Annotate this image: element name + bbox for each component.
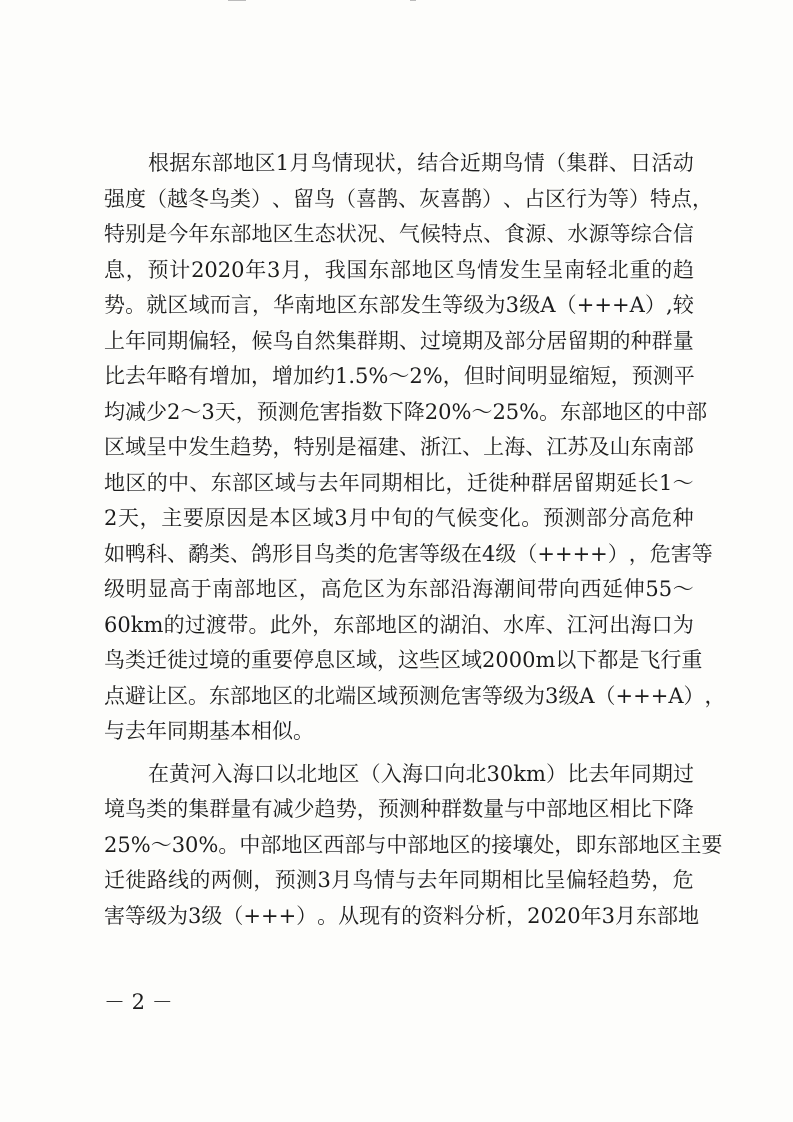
- text-line: 与去年同期基本相似。: [104, 719, 314, 743]
- text-line: 区 域 呈 中 发 生 趋 势 ， 特 别 是 福 建 、 浙 江 、 上 海 、 江 苏 及 山 东 南 部: [104, 435, 694, 459]
- page-number: － 2 －: [104, 990, 173, 1014]
- text-line: 上 年 同 期 偏 轻 ， 候 鸟 自 然 集 群 期 、 过 境 期 及 部 分 居 留 期 的 种 群 量: [104, 328, 694, 353]
- text-line: 25% ～ 30% 。 中 部 地 区 西 部 与 中 部 地 区 的 接 壤 处 ， 即 东 部 地 区 主 要: [104, 832, 723, 857]
- text-line: 迁 徙 路 线 的 两 侧 ， 预 测 3 月 鸟 情 与 去 年 同 期 相 比 呈 偏 轻 趋 势 ， 危: [104, 868, 694, 892]
- text-line: 强 度 （ 越 冬 鸟 类 ） 、 留 鸟 （ 喜 鹊 、 灰 喜 鹊 ） 、 占 区 行 为 等 ） 特 点 ，: [104, 186, 713, 211]
- scan-edge-marks: [0, 0, 793, 8]
- text-line: 比 去 年 略 有 增 加 ， 增 加 约 1.5% ～ 2% ， 但 时 间 明 显 缩 短 ， 预 测 平: [104, 364, 695, 388]
- text-line: 特 别 是 今 年 东 部 地 区 生 态 状 况 、 气 候 特 点 、 食 源 、 水 源 等 综 合 信: [104, 222, 694, 246]
- body-text: [104, 146, 726, 934]
- text-line: 级 明 显 高 于 南 部 地 区 ， 高 危 区 为 东 部 沿 海 潮 间 带 向 西 延 伸 55 ～: [104, 577, 694, 601]
- text-line: 势 。 就 区 域 而 言 ， 华 南 地 区 东 部 发 生 等 级 为 3 级 A （ +++A ） , 较: [104, 293, 694, 317]
- paragraph-gap: [104, 750, 694, 757]
- text-line: 根 据 东 部 地 区 1 月 鸟 情 现 状 ， 结 合 近 期 鸟 情 （ 集 群 、 日 活 动: [148, 151, 694, 175]
- text-line: 鸟 类 迁 徙 过 境 的 重 要 停 息 区 域 ， 这 些 区 域 2000m 以 下 都 是 飞 行 重: [104, 648, 703, 672]
- text-line: 2 天 ， 主 要 原 因 是 本 区 域 3 月 中 旬 的 气 候 变 化 。 预 测 部 分 高 危 种: [104, 506, 694, 530]
- text-line: 境 鸟 类 的 集 群 量 有 减 少 趋 势 ， 预 测 种 群 数 量 与 中 部 地 区 相 比 下 降: [104, 797, 694, 821]
- text-line: 点 避 让 区 。 东 部 地 区 的 北 端 区 域 预 测 危 害 等 级 为 3 级 A （ +++A ） ，: [104, 683, 726, 708]
- text-line: 害 等 级 为 3 级 （ +++ ） 。 从 现 有 的 资 料 分 析 ， 2020 年 3 月 东 部 地: [104, 903, 699, 928]
- text-line: 60km 的 过 渡 带 。 此 外 ， 东 部 地 区 的 湖 泊 、 水 库 、 江 河 出 海 口 为: [104, 612, 694, 637]
- text-line: 均 减 少 2 ～ 3 天 ， 预 测 危 害 指 数 下 降 20% ～ 25% 。 东 部 地 区 的 中 部: [104, 399, 708, 424]
- text-line: 如 鸭 科 、 鹬 类 、 鸽 形 目 鸟 类 的 危 害 等 级 在 4 级 （ ++++ ） ， 危 害 等: [104, 541, 713, 566]
- text-line: 息 ， 预 计 2020 年 3 月 ， 我 国 东 部 地 区 鸟 情 发 生 呈 南 轻 北 重 的 趋: [104, 257, 694, 282]
- text-line: 地 区 的 中 、 东 部 区 域 与 去 年 同 期 相 比 ， 迁 徙 种 群 居 留 期 延 长 1 ～: [104, 470, 694, 495]
- text-line: 在 黄 河 入 海 口 以 北 地 区 （ 入 海 口 向 北 30km ） 比 去 年 同 期 过: [148, 761, 694, 786]
